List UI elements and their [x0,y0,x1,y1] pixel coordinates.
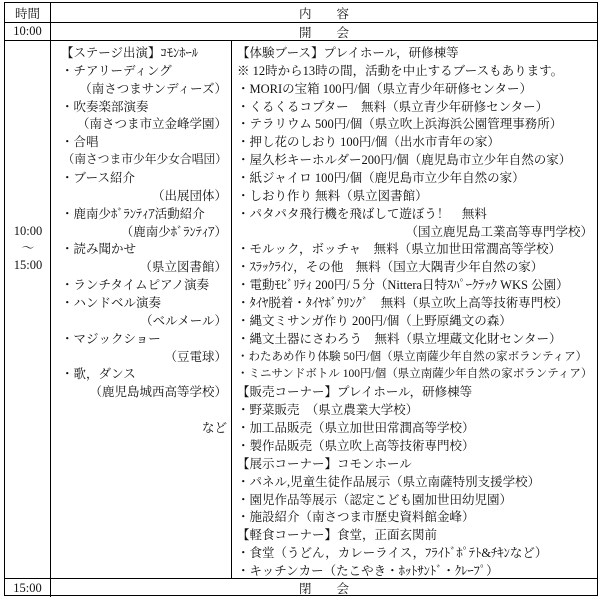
booth-line: ※ 12時から13時の間，活動を中止するブースもあります。 [237,63,564,78]
header-time: 時間 [14,6,40,21]
closing-label-cell [51,579,597,597]
header-row [5,3,597,23]
opening-row [5,23,597,41]
booth-line: ・パネル,児童生徒作品展示（県立南薩特別支援学校） [237,474,541,489]
booth-line: ・ミニサンドボトル 100円/個（県立南薩少年自然の家ボランティア） [237,368,593,381]
booth-line: ・野菜販売 （県立農業大学校） [237,403,419,418]
closing-time: 15:00 [13,580,42,595]
booth-line: 【展示コーナー】コモンホール [237,456,412,471]
closing-row [5,579,597,597]
booth-line: ・押し花のしおり 100円/個（出水市青年の家） [237,135,500,150]
booth-line: ・食堂（うどん，カレーライス，ﾌﾗｲﾄﾞﾎﾟﾃﾄ&ﾁｷﾝなど） [237,546,548,561]
header-content: 内 容 [298,6,349,21]
booth-line: ・縄文土器にさわろう 無料（県立埋蔵文化財センター） [237,331,562,346]
stage-line: ・鹿南少ﾎﾞﾗﾝﾃｨｱ活動紹介 [61,206,205,221]
stage-line: （南さつま市立金峰学園） [76,117,227,132]
closing-label: 閉 会 [298,582,349,596]
stage-line [61,401,227,419]
stage-column [51,41,232,578]
main-time-end: 15:00 [13,258,43,272]
booth-line: 【軽食コーナー】食堂，正面玄関前 [237,528,438,543]
booth-line: ・わたあめ作り体験 50円/個（県立南薩少年自然の家ボランティア） [237,350,588,363]
main-row [5,41,597,579]
booth-line: ・屋久杉キーホルダー200円/個（鹿児島市立少年自然の家） [237,153,572,168]
stage-line: （県立図書館） [139,260,227,275]
booth-line: （国立鹿児島工業高等専門学校） [405,224,593,239]
stage-line: ・ランチタイムピアノ演奏 [61,278,210,293]
stage-line: など [201,421,227,436]
booth-line: ・電動ﾓﾋﾞﾘﾃｨ 200円/５分（Nittera日特ｽﾊﾟｰｸﾃｯｸ WKS 公園） [237,278,569,293]
stage-line: （南さつま市少年少女合唱団） [62,153,227,167]
booth-line: ・加工品販売（県立加世田常潤高等学校） [237,421,475,436]
stage-line: ・吹奏楽部演奏 [61,99,149,114]
stage-line: 【ステージ出演】ｺﾓﾝﾎｰﾙ [61,46,199,60]
stage-line: ・歌，ダンス [61,367,136,382]
main-time-cell [5,41,51,578]
booth-line: ・紙ジャイロ 100円/個（鹿児島市立少年自然の家） [237,171,525,186]
booth-column [232,41,597,578]
booth-line: ・しおり作り 無料（県立図書館） [237,188,428,203]
program-table [4,2,598,596]
stage-line: ・チアリーディング [61,63,172,78]
booth-line: ・パタパタ飛行機を飛ばして遊ぼう！ 無料 [237,206,487,221]
booth-line: ・製作品販売（県立吹上高等技術専門校） [237,438,475,453]
booth-line: 【販売コーナー】プレイホール，研修棟等 [237,385,473,400]
main-time-start: 10:00 [13,224,43,238]
closing-time-cell [5,579,51,597]
booth-line: 【体験ブース】プレイホール，研修棟等 [237,46,459,60]
opening-time-cell [5,23,51,40]
header-content-cell [51,3,597,22]
stage-line: ・ハンドベル演奏 [61,296,162,311]
booth-line: ・モルック，ボッチャ 無料（県立加世田常潤高等学校） [237,242,562,257]
opening-time: 10:00 [13,24,42,38]
main-time-separator: ～ [21,241,35,255]
header-time-cell [5,3,51,22]
stage-line: （鹿南少ﾎﾞﾗﾝﾃｨｱ） [120,224,227,239]
stage-line: ・読み聞かせ [61,242,137,257]
booth-line: ・園児作品等展示（認定こども園加世田幼児園） [237,492,513,507]
stage-line: ・マジックショー [61,331,161,346]
booth-line: ・施設紹介（南さつま市歴史資料館金峰） [237,510,475,525]
booth-line: ・MORIの宝箱 100円/個（県立青少年研修センター） [237,81,532,96]
stage-line: （鹿児島城西高等学校） [89,385,227,400]
stage-line: ・合唱 [61,135,99,150]
opening-label: 開 会 [298,25,349,40]
booth-line: ・くるくるコプター 無料（県立青少年研修センター） [237,99,549,114]
booth-line: ・キッチンカー（たこやき・ﾎｯﾄｻﾝﾄﾞ・ｸﾚｰﾌﾟ） [237,563,499,578]
opening-label-cell [51,23,597,40]
booth-line: ・テラリウム 500円/個（県立吹上浜海浜公園管理事務所） [237,117,563,132]
booth-line: ・ﾀｲﾔ脱着・ﾀｲﾔﾎﾞｳﾘﾝｸﾞ 無料（県立吹上高等技術専門校） [237,296,569,311]
stage-line: （豆電球） [164,349,227,364]
booth-line: ・縄文ミサンガ作り 200円/個（上野原縄文の森） [237,313,512,328]
stage-line: （ベルメール） [140,313,227,328]
booth-line: ・ｽﾗｯｸﾗｲﾝ，その他 無料（国立大隅青少年自然の家） [237,260,544,275]
stage-line: （出展団体） [151,188,227,203]
stage-line: ・ブース紹介 [61,171,136,186]
stage-line: （南さつまサンディーズ） [79,81,227,96]
